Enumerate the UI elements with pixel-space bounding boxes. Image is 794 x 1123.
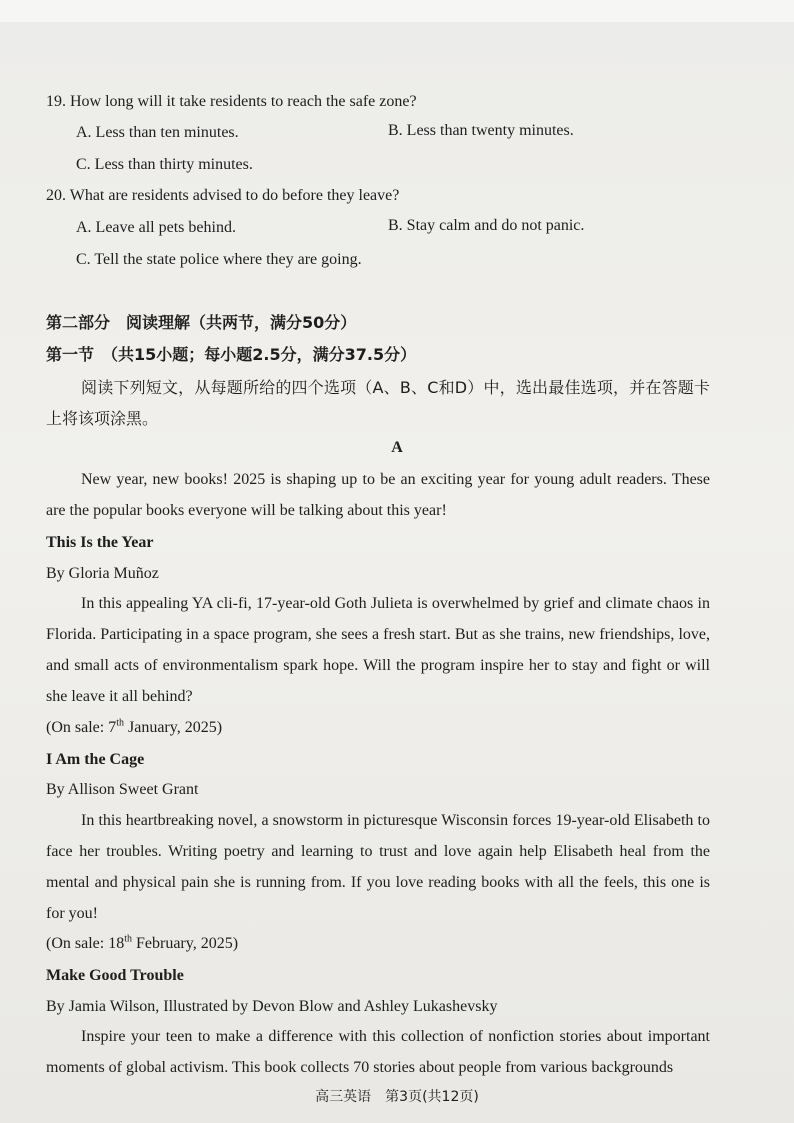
book-3-description: Inspire your teen to make a difference with this collection of nonfiction stories about important moments of global activism. This book collects 70 stories about people from various backgrounds xyxy=(46,1028,710,1076)
q19-option-b: B. Less than twenty minutes. xyxy=(388,122,574,139)
page-footer: 高三英语 第3页(共12页) xyxy=(315,1089,479,1105)
q20-option-c: C. Tell the state police where they are going. xyxy=(76,251,362,268)
section-1-subtitle: 第一节 （共15小题；每小题2.5分，满分37.5分） xyxy=(46,345,417,364)
q19-option-c: C. Less than thirty minutes. xyxy=(76,156,253,173)
q20-option-b: B. Stay calm and do not panic. xyxy=(388,217,585,234)
reading-instruction: 阅读下列短文，从每题所给的四个选项（A、B、C和D）中，选出最佳选项，并在答题卡上将该项涂黑。 xyxy=(46,378,710,428)
book-2-title: I Am the Cage xyxy=(46,751,145,768)
q19-option-a: A. Less than ten minutes. xyxy=(76,124,239,141)
book-2-description: In this heartbreaking novel, a snowstorm in picturesque Wisconsin forces 19-year-old Elisabeth to face her troubles. Writing poetry and learning to trust and love again help Elisabeth heal from the mental and physical pain she is running from. If you love reading books with all the feels, this one is for you! xyxy=(46,812,710,922)
book-2-sale-date: (On sale: 18th February, 2025) xyxy=(46,933,239,952)
question-20-stem: 20. What are residents advised to do before they leave? xyxy=(46,187,400,204)
book-3-author: By Jamia Wilson, Illustrated by Devon Blow and Ashley Lukashevsky xyxy=(46,998,498,1015)
book-1-sale-date: (On sale: 7th January, 2025) xyxy=(46,717,223,736)
q20-option-a: A. Leave all pets behind. xyxy=(76,219,236,236)
passage-label: A xyxy=(391,439,403,456)
question-19-stem: 19. How long will it take residents to reach the safe zone? xyxy=(46,93,417,110)
page-top-edge xyxy=(0,0,794,22)
book-2-author: By Allison Sweet Grant xyxy=(46,781,199,798)
book-1-description: In this appealing YA cli-fi, 17-year-old Goth Julieta is overwhelmed by grief and climate chaos in Florida. Participating in a space program, she sees a fresh start. But as she trains, new friendships, love, and small acts of environmentalism spark hope. Will the program inspire her to stay and fight or will she leave it all behind? xyxy=(46,595,710,705)
passage-intro: New year, new books! 2025 is shaping up to be an exciting year for young adult readers. These are the popular books everyone will be talking about this year! xyxy=(46,471,710,519)
book-1-author: By Gloria Muñoz xyxy=(46,565,159,582)
book-3-title: Make Good Trouble xyxy=(46,967,184,984)
book-1-title: This Is the Year xyxy=(46,534,154,551)
section-2-title: 第二部分 阅读理解（共两节，满分50分） xyxy=(46,313,357,332)
